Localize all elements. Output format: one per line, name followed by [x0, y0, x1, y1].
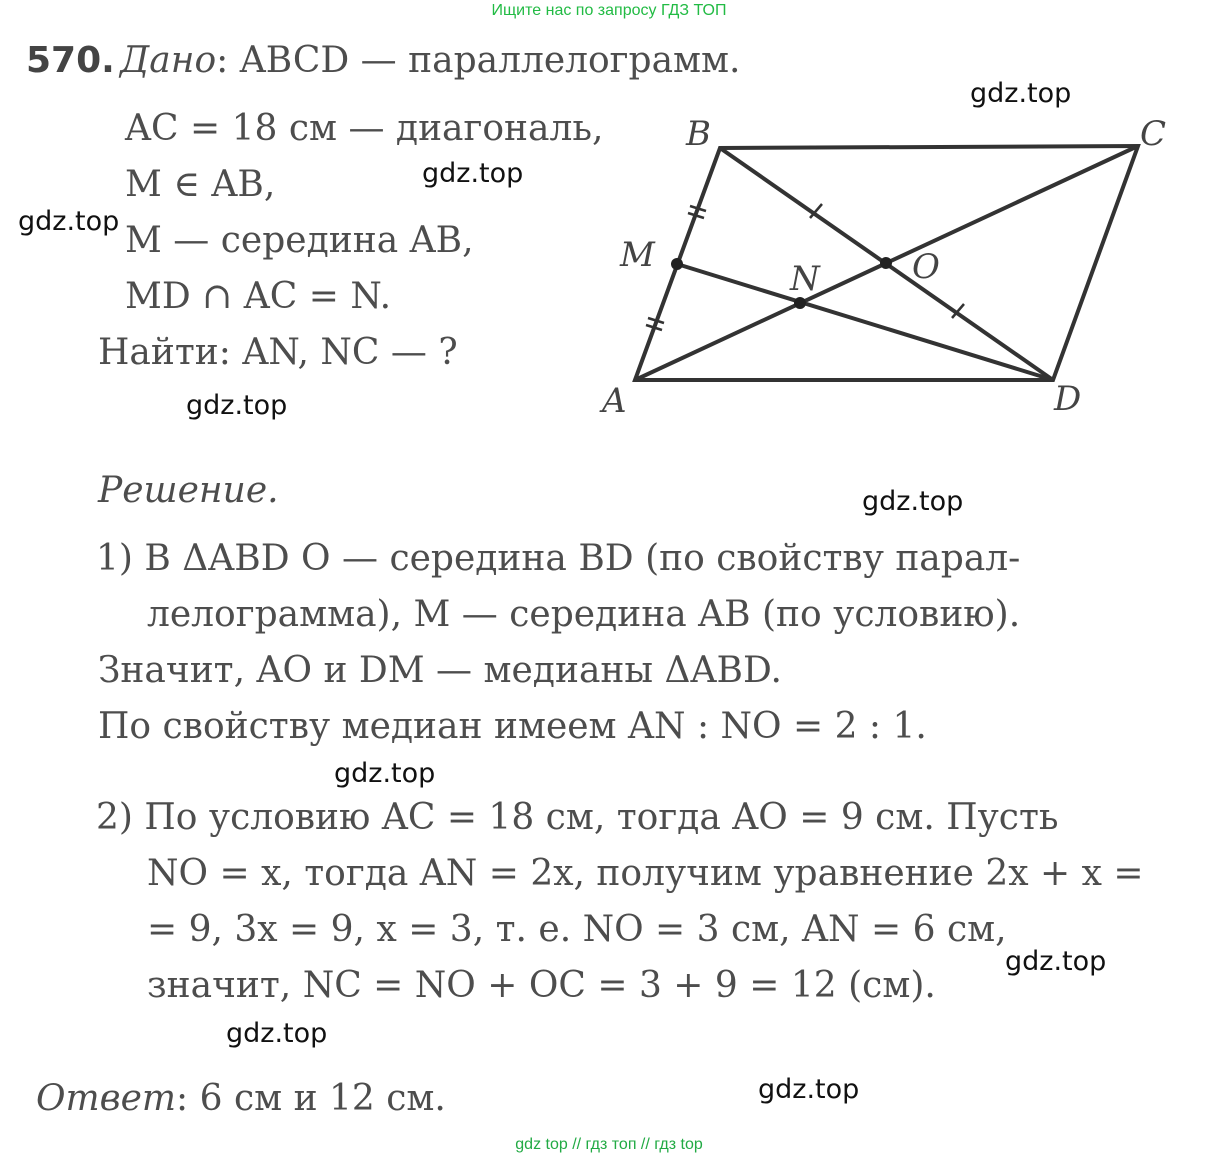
label-d: D [1054, 379, 1082, 419]
solution-title: Решение. [98, 470, 279, 511]
watermark: gdz.top [422, 158, 524, 189]
problem-number: 570. [26, 40, 115, 81]
answer-text: : 6 см и 12 см. [176, 1078, 446, 1119]
solution-line: По свойству медиан имеем AN : NO = 2 : 1. [98, 706, 927, 747]
answer-label: Ответ [36, 1078, 177, 1119]
watermark: gdz.top [970, 78, 1072, 109]
solution-line: Значит, AO и DM — медианы ΔABD. [98, 650, 782, 691]
watermark: gdz.top [758, 1074, 860, 1105]
watermark: gdz.top [334, 758, 436, 789]
solution-line: 1) В ΔABD O — середина BD (по свойству парал- [96, 538, 1021, 579]
given-item: AC = 18 см — диагональ, [125, 108, 604, 149]
watermark: gdz.top [226, 1018, 328, 1049]
watermark: gdz.top [186, 390, 288, 421]
given-text: : ABCD — параллелограмм. [216, 40, 741, 81]
label-o: O [912, 247, 940, 287]
given-item: M ∈ AB, [125, 164, 276, 205]
given-label: Дано [120, 40, 217, 81]
solution-line: NO = x, тогда AN = 2x, получим уравнение 2x + x = [147, 853, 1144, 894]
label-c: C [1140, 114, 1167, 154]
find-line: Найти: AN, NC — ? [98, 332, 458, 373]
watermark: gdz.top [18, 206, 120, 237]
points [671, 257, 892, 309]
label-a: A [602, 381, 627, 421]
header-search-link[interactable]: Ищите нас по запросу ГДЗ ТОП [491, 2, 727, 19]
answer-line [36, 1078, 446, 1119]
solution-line: лелограмма), M — середина AB (по условию). [147, 594, 1021, 635]
watermark: gdz.top [1005, 946, 1107, 977]
point-o [880, 257, 892, 269]
label-n: N [790, 259, 820, 299]
given-item: M — середина AB, [125, 220, 474, 261]
solution-line: значит, NC = NO + OC = 3 + 9 = 12 (см). [147, 965, 936, 1006]
segment-md [677, 264, 1053, 380]
solution-line: 2) По условию AC = 18 см, тогда AO = 9 см. Пусть [96, 797, 1059, 838]
watermark: gdz.top [862, 486, 964, 517]
label-m: M [620, 235, 655, 275]
point-m [671, 258, 683, 270]
given-item: MD ∩ AC = N. [125, 276, 392, 317]
solution-line: = 9, 3x = 9, x = 3, т. е. NO = 3 см, AN = 6 см, [147, 909, 1007, 950]
footer-links[interactable]: gdz top // гдз топ // гдз top [515, 1136, 703, 1153]
label-b: B [686, 114, 711, 154]
